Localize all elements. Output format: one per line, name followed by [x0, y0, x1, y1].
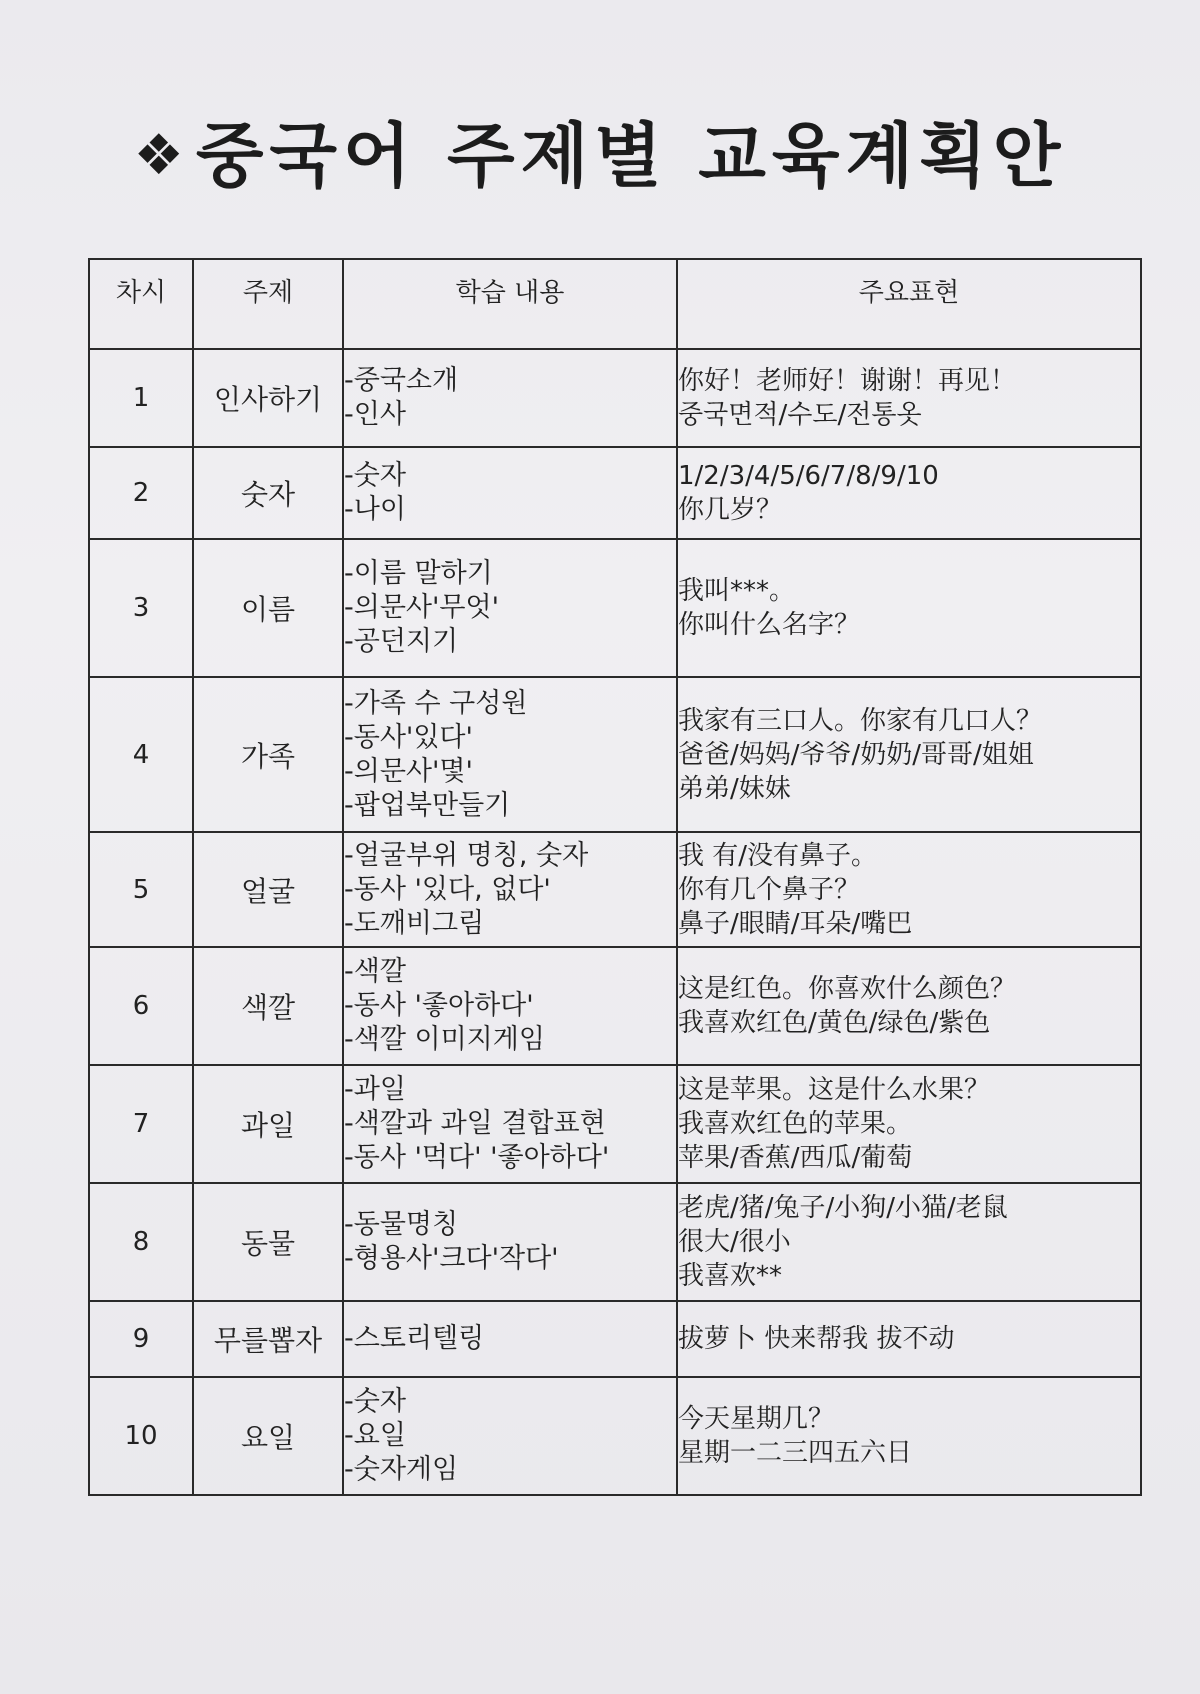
table-header-row	[89, 259, 1141, 349]
learning-item: -공던지기	[344, 626, 459, 657]
table-row	[89, 677, 1141, 832]
learning-content-cell	[343, 947, 677, 1065]
learning-item: -이름 말하기	[344, 558, 493, 589]
title-text: 중국어 주제별 교육계획안	[195, 115, 1067, 197]
session-number: 9	[89, 1301, 193, 1377]
expression-line: 我喜欢**	[678, 1261, 783, 1291]
header-session: 차시	[89, 259, 193, 349]
page-title	[0, 100, 1200, 201]
learning-content-cell	[343, 349, 677, 447]
key-expressions-cell	[677, 1301, 1141, 1377]
expression-line: 我喜欢红色/黄色/绿色/紫色	[678, 1008, 991, 1038]
expression-line: 중국면적/수도/전통옷	[678, 400, 922, 430]
topic-cell: 과일	[193, 1065, 343, 1183]
learning-content-cell	[343, 832, 677, 947]
session-number: 2	[89, 447, 193, 539]
table-row	[89, 1183, 1141, 1301]
expression-line: 星期一二三四五六日	[678, 1438, 913, 1468]
learning-item: -나이	[344, 494, 406, 525]
learning-item: -의문사'몇'	[344, 755, 473, 787]
expression-line: 弟弟/妹妹	[678, 773, 791, 804]
session-number: 5	[89, 832, 193, 947]
session-number: 7	[89, 1065, 193, 1183]
lesson-plan-table	[88, 258, 1142, 1496]
learning-content-cell	[343, 677, 677, 832]
topic-cell: 얼굴	[193, 832, 343, 947]
expression-line: 这是苹果。这是什么水果？	[678, 1075, 991, 1105]
table-row	[89, 1301, 1141, 1377]
expression-line: 爸爸/妈妈/爷爷/奶奶/哥哥/姐姐	[678, 739, 1034, 770]
learning-item: -형용사'크다'작다'	[344, 1243, 559, 1274]
table-row	[89, 447, 1141, 539]
topic-cell: 숫자	[193, 447, 343, 539]
learning-item: -도깨비그림	[344, 907, 485, 939]
learning-item: -동사 '있다, 없다'	[344, 873, 551, 905]
key-expressions-cell	[677, 1377, 1141, 1495]
diamond-bullet-icon: ❖	[133, 123, 190, 188]
session-number: 10	[89, 1377, 193, 1495]
learning-item: -색깔과 과일 결합표현	[344, 1108, 606, 1139]
topic-cell: 무를뽑자	[193, 1301, 343, 1377]
expression-line: 我 有/没有鼻子。	[678, 840, 878, 871]
topic-cell: 이름	[193, 539, 343, 677]
topic-cell: 인사하기	[193, 349, 343, 447]
key-expressions-cell	[677, 677, 1141, 832]
learning-item: -얼굴부위 명칭, 숫자	[344, 839, 589, 871]
expression-line: 这是红色。你喜欢什么颜色？	[678, 974, 1017, 1004]
learning-content-cell	[343, 447, 677, 539]
table-row	[89, 1065, 1141, 1183]
table-row	[89, 947, 1141, 1065]
learning-item: -중국소개	[344, 365, 459, 396]
session-number: 1	[89, 349, 193, 447]
expression-line: 今天星期几？	[678, 1404, 835, 1434]
header-learning-content: 학습 내용	[343, 259, 677, 349]
expression-line: 鼻子/眼睛/耳朵/嘴巴	[678, 908, 913, 939]
topic-cell: 요일	[193, 1377, 343, 1495]
key-expressions-cell	[677, 1065, 1141, 1183]
session-number: 6	[89, 947, 193, 1065]
learning-item: -동물명칭	[344, 1209, 459, 1240]
learning-content-cell	[343, 539, 677, 677]
learning-item: -가족 수 구성원	[344, 687, 528, 719]
learning-item: -스토리텔링	[344, 1323, 485, 1354]
topic-cell: 동물	[193, 1183, 343, 1301]
expression-line: 很大/很小	[678, 1227, 791, 1257]
learning-item: -동사 '좋아하다'	[344, 990, 534, 1021]
expression-line: 你叫什么名字？	[678, 610, 861, 640]
table-row	[89, 1377, 1141, 1495]
key-expressions-cell	[677, 447, 1141, 539]
learning-content-cell	[343, 1377, 677, 1495]
learning-item: -팝업북만들기	[344, 789, 511, 821]
learning-item: -요일	[344, 1420, 406, 1451]
key-expressions-cell	[677, 349, 1141, 447]
learning-item: -색깔	[344, 956, 406, 987]
header-topic: 주제	[193, 259, 343, 349]
expression-line: 苹果/香蕉/西瓜/葡萄	[678, 1143, 913, 1173]
expression-line: 1/2/3/4/5/6/7/8/9/10	[678, 461, 939, 491]
expression-line: 你好！老师好！谢谢！再见！	[678, 366, 1017, 396]
table-row	[89, 832, 1141, 947]
expression-line: 你有几个鼻子？	[678, 874, 861, 905]
expression-line: 你几岁？	[678, 495, 783, 525]
learning-item: -동사'있다'	[344, 721, 473, 753]
expression-line: 我喜欢红色的苹果。	[678, 1109, 913, 1139]
topic-cell: 가족	[193, 677, 343, 832]
session-number: 4	[89, 677, 193, 832]
topic-cell: 색깔	[193, 947, 343, 1065]
learning-item: -색깔 이미지게임	[344, 1024, 545, 1055]
learning-content-cell	[343, 1183, 677, 1301]
learning-item: -숫자	[344, 460, 406, 491]
learning-item: -의문사'무엇'	[344, 592, 499, 623]
learning-item: -숫자게임	[344, 1454, 459, 1485]
learning-item: -인사	[344, 399, 406, 430]
key-expressions-cell	[677, 539, 1141, 677]
expression-line: 老虎/猪/兔子/小狗/小猫/老鼠	[678, 1193, 1008, 1223]
key-expressions-cell	[677, 832, 1141, 947]
learning-item: -동사 '먹다' '좋아하다'	[344, 1142, 610, 1173]
session-number: 3	[89, 539, 193, 677]
learning-item: -숫자	[344, 1386, 406, 1417]
table-body	[89, 349, 1141, 1495]
table-row	[89, 539, 1141, 677]
expression-line: 我家有三口人。你家有几口人？	[678, 705, 1043, 736]
header-key-expressions: 주요표현	[677, 259, 1141, 349]
learning-item: -과일	[344, 1074, 406, 1105]
session-number: 8	[89, 1183, 193, 1301]
learning-content-cell	[343, 1065, 677, 1183]
learning-content-cell	[343, 1301, 677, 1377]
expression-line: 拔萝卜 快来帮我 拔不动	[678, 1324, 955, 1354]
expression-line: 我叫***。	[678, 576, 796, 606]
table-row	[89, 349, 1141, 447]
key-expressions-cell	[677, 947, 1141, 1065]
key-expressions-cell	[677, 1183, 1141, 1301]
